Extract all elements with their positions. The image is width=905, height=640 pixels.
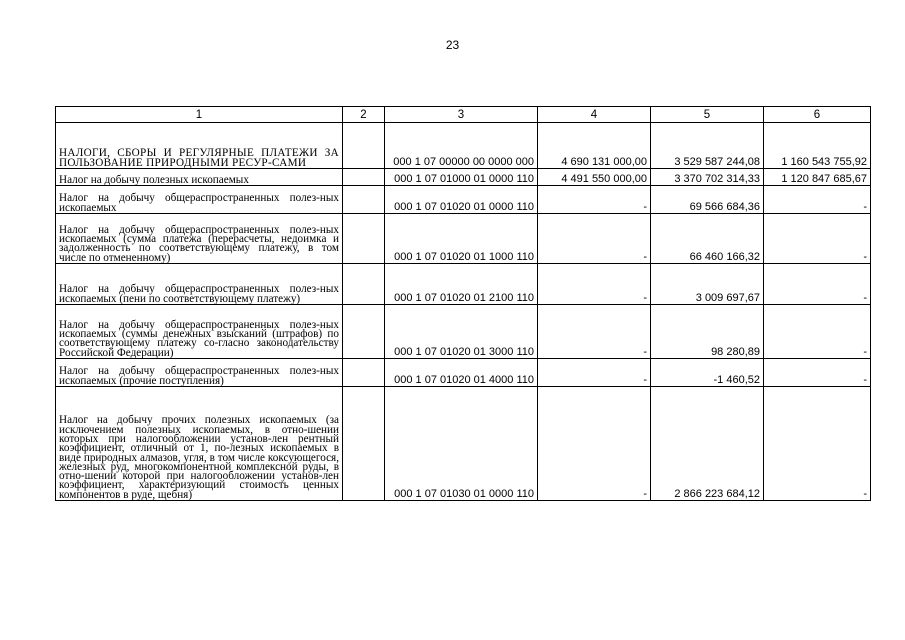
table-row	[56, 123, 871, 169]
table-row	[56, 264, 871, 305]
row-col6: -	[764, 264, 871, 305]
table-row	[56, 359, 871, 387]
row-col5: 3 529 587 244,08	[651, 123, 764, 169]
row-col4: -	[538, 264, 651, 305]
row-code: 000 1 07 01020 01 2100 110	[385, 264, 538, 305]
row-col6: 1 120 847 685,67	[764, 169, 871, 186]
header-col-6: 6	[764, 107, 871, 123]
row-name: Налог на добычу общераспространенных полез-ных ископаемых (суммы денежных взысканий (штрафов) по соответствующему платежу со-гласно законодательству Российской Федерации)	[56, 305, 343, 359]
row-code: 000 1 07 01000 01 0000 110	[385, 169, 538, 186]
row-col2	[343, 305, 385, 359]
row-col6: -	[764, 214, 871, 264]
row-name: Налог на добычу общераспространенных полез-ных ископаемых	[56, 186, 343, 214]
row-col4: 4 690 131 000,00	[538, 123, 651, 169]
row-col5: 2 866 223 684,12	[651, 387, 764, 501]
row-col5: 66 460 166,32	[651, 214, 764, 264]
header-col-4: 4	[538, 107, 651, 123]
header-col-1: 1	[56, 107, 343, 123]
row-code: 000 1 07 01020 01 0000 110	[385, 186, 538, 214]
row-col4: -	[538, 186, 651, 214]
row-col4: -	[538, 359, 651, 387]
row-col2	[343, 169, 385, 186]
row-col6: 1 160 543 755,92	[764, 123, 871, 169]
row-code: 000 1 07 01020 01 4000 110	[385, 359, 538, 387]
row-col2	[343, 123, 385, 169]
row-col4: -	[538, 214, 651, 264]
table-row	[56, 305, 871, 359]
row-col5: 3 009 697,67	[651, 264, 764, 305]
revenue-table	[55, 106, 871, 501]
row-col5: -1 460,52	[651, 359, 764, 387]
row-col4: -	[538, 305, 651, 359]
table-row	[56, 214, 871, 264]
row-name: НАЛОГИ, СБОРЫ И РЕГУЛЯРНЫЕ ПЛАТЕЖИ ЗА ПОЛЬЗОВАНИЕ ПРИРОДНЫМИ РЕСУР-САМИ	[56, 123, 343, 169]
row-name: Налог на добычу полезных ископаемых	[56, 169, 343, 186]
row-col6: -	[764, 186, 871, 214]
row-col6: -	[764, 387, 871, 501]
row-col6: -	[764, 359, 871, 387]
page-number: 23	[445, 38, 460, 52]
row-col5: 98 280,89	[651, 305, 764, 359]
table-row	[56, 169, 871, 186]
row-col2	[343, 264, 385, 305]
row-col6: -	[764, 305, 871, 359]
header-col-5: 5	[651, 107, 764, 123]
row-col4: -	[538, 387, 651, 501]
row-col2	[343, 387, 385, 501]
row-code: 000 1 07 01020 01 1000 110	[385, 214, 538, 264]
header-col-3: 3	[385, 107, 538, 123]
row-name: Налог на добычу прочих полезных ископаемых (за исключением полезных ископаемых, в отно-шении которых при налогообложении установ-лен рентный коэффициент, отличный от 1, по-лезных ископаемых в виде природных алмазов, угля, в том числе коксующегося, железных руд, многокомпонентной комплексной руды, в отно-шении которой при налогообложении установ-лен коэффициент, характеризующий стоимость ценных компонентов в руде, щебня)	[56, 387, 343, 501]
row-name: Налог на добычу общераспространенных полез-ных ископаемых (прочие поступления)	[56, 359, 343, 387]
header-col-2: 2	[343, 107, 385, 123]
row-code: 000 1 07 01020 01 3000 110	[385, 305, 538, 359]
row-col2	[343, 359, 385, 387]
row-col2	[343, 186, 385, 214]
header-row	[56, 107, 871, 123]
row-code: 000 1 07 00000 00 0000 000	[385, 123, 538, 169]
row-name: Налог на добычу общераспространенных полез-ных ископаемых (пени по соответствующему платежу)	[56, 264, 343, 305]
row-name: Налог на добычу общераспространенных полез-ных ископаемых (сумма платежа (перерасчеты, недоимка и задолженность по соответствующему платежу, в том числе по отмененному)	[56, 214, 343, 264]
row-col5: 69 566 684,36	[651, 186, 764, 214]
row-code: 000 1 07 01030 01 0000 110	[385, 387, 538, 501]
row-col4: 4 491 550 000,00	[538, 169, 651, 186]
row-col2	[343, 214, 385, 264]
row-col5: 3 370 702 314,33	[651, 169, 764, 186]
table-row	[56, 387, 871, 501]
table-row	[56, 186, 871, 214]
